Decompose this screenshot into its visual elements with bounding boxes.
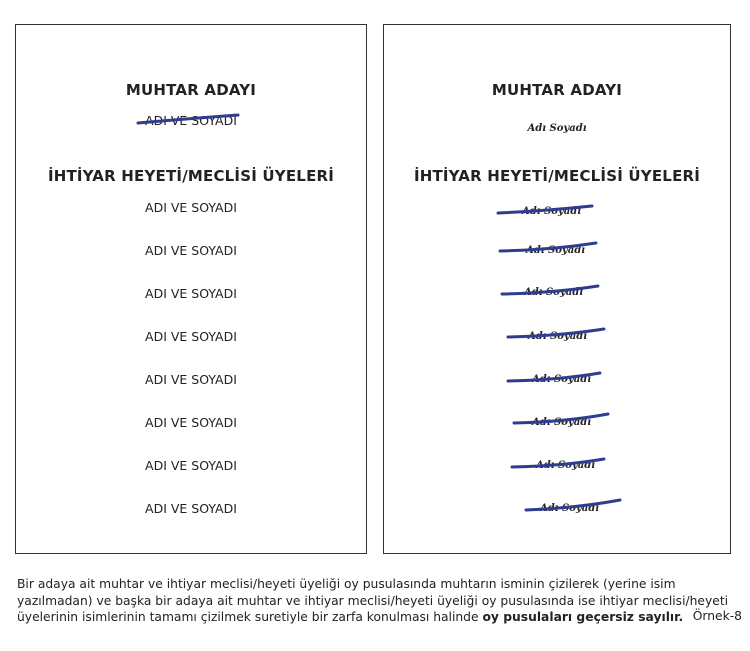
member-name: ADI VE SOYADI [145, 415, 237, 430]
caption-text: Bir adaya ait muhtar ve ihtiyar meclisi/heyeti üyeliği oy pusulasında muhtarın isminin çizilerek (yerine isim yazılmadan) ve başka bir adaya ait muhtar ve ihtiyar meclisi/heyeti üyeliği oy pusulasında ise ihtiyar meclisi/heyeti üyelerinin isimlerinin tamamı çizilmek suretiyle bir zarfa konulması halinde [17, 577, 729, 624]
example-label: Örnek-8 [692, 609, 742, 623]
member-name-crossed: Adı Soyadı [522, 206, 582, 217]
member-name: ADI VE SOYADI [145, 501, 237, 516]
member-name-crossed: Adı Soyadı [526, 245, 586, 256]
member-name: ADI VE SOYADI [145, 458, 237, 473]
mayor-heading: MUHTAR ADAYI [491, 81, 623, 99]
council-heading: İHTİYAR HEYETİ/MECLİSİ ÜYELERİ [413, 167, 701, 185]
member-name-crossed: Adı Soyadı [536, 460, 596, 471]
mayor-heading: MUHTAR ADAYI [125, 81, 257, 99]
member-name: ADI VE SOYADI [145, 243, 237, 258]
mayor-name-crossed: ADI VE SOYADI [145, 113, 237, 128]
caption [17, 576, 737, 626]
member-name: ADI VE SOYADI [145, 372, 237, 387]
member-name: ADI VE SOYADI [145, 200, 237, 215]
caption-emphasis: oy pusulaları geçersiz sayılır. [482, 610, 684, 624]
member-name-crossed: Adı Soyadı [540, 503, 600, 514]
mayor-name-handwritten: Adı Soyadı [527, 123, 587, 134]
member-name: ADI VE SOYADI [145, 286, 237, 301]
council-heading: İHTİYAR HEYETİ/MECLİSİ ÜYELERİ [47, 167, 335, 185]
member-name-crossed: Adı Soyadı [524, 287, 584, 298]
member-name-crossed: Adı Soyadı [532, 417, 592, 428]
ballot-left [15, 24, 367, 554]
member-name: ADI VE SOYADI [145, 329, 237, 344]
ballot-right [383, 24, 731, 554]
member-name-crossed: Adı Soyadı [532, 374, 592, 385]
member-name-crossed: Adı Soyadı [528, 331, 588, 342]
